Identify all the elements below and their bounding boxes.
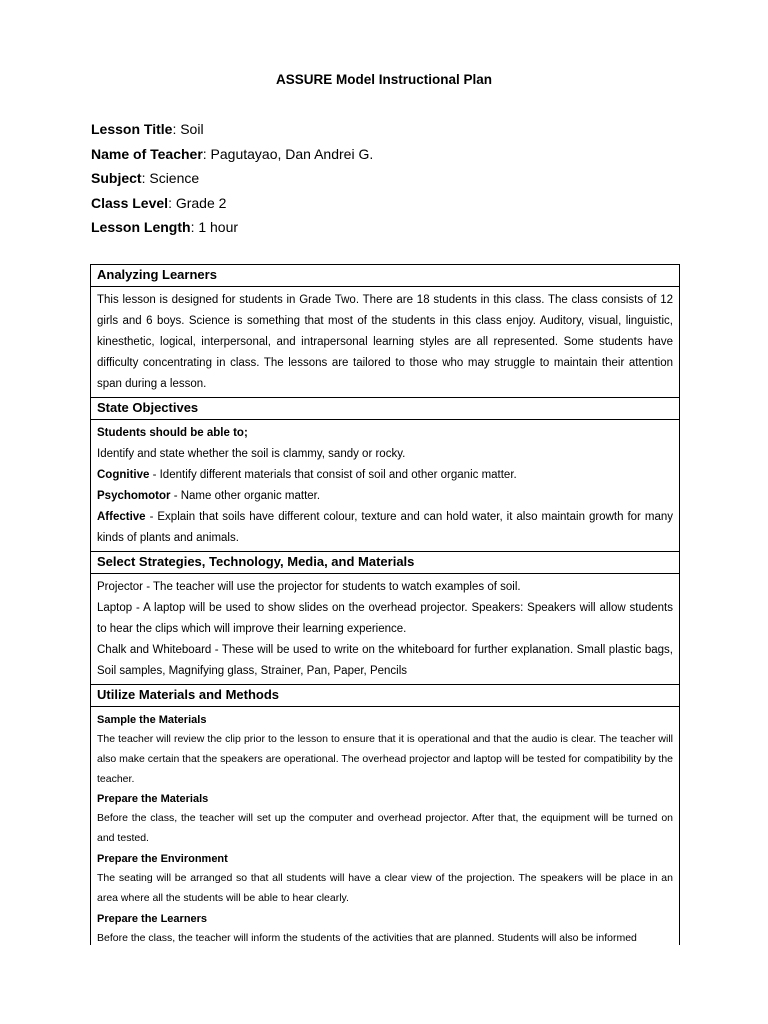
plan-table [90, 264, 680, 945]
meta-lesson-length: Lesson Length: 1 hour [91, 219, 239, 235]
document-title: ASSURE Model Instructional Plan [275, 72, 493, 87]
analyzing-learners-text: This lesson is designed for students in Grade Two. There are 18 students in this class. The class consists of 12 girls and 6 boys. Science is something that most of the students in this class enjoy. Auditory, visual, linguistic, kinesthetic, logical, interpersonal, and intrapersonal learning styles are all represented. Some students have difficulty concentrating in class. The lessons are tailored to those who may struggle to maintain their attention span during a lesson. [97, 294, 673, 390]
prepare-environment-text: The seating will be arranged so that all students will have a clear view of the projection. The speakers will be place in an area where all the students will be able to hear clearly. [97, 871, 673, 904]
strategy-laptop: Laptop - A laptop will be used to show slides on the overhead projector. Speakers: Speakers will allow students to hear the clips which will improve their learning experience. [97, 602, 673, 635]
meta-teacher: Name of Teacher: Pagutayao, Dan Andrei G. [91, 145, 374, 162]
strategy-projector: Projector - The teacher will use the projector for students to watch examples of soil. [97, 581, 521, 593]
objective-psychomotor: Psychomotor - Name other organic matter. [97, 490, 321, 502]
prepare-environment-heading: Prepare the Environment [97, 852, 228, 865]
state-objectives-heading: State Objectives [91, 397, 679, 419]
objective-affective: Affective - Explain that soils have different colour, texture and can hold water, it also maintain growth for many kinds of plants and animals. [97, 511, 673, 544]
strategies-heading: Select Strategies, Technology, Media, and Materials [91, 551, 679, 573]
analyzing-learners-cell [91, 286, 679, 397]
utilize-heading: Utilize Materials and Methods [91, 684, 679, 706]
meta-class-level: Class Level: Grade 2 [91, 194, 227, 211]
objective-cognitive: Cognitive - Identify different materials that consist of soil and other organic matter. [97, 469, 517, 481]
prepare-materials-heading: Prepare the Materials [97, 793, 209, 806]
lesson-meta [91, 118, 373, 241]
meta-subject: Subject: Science [91, 170, 200, 186]
strategy-whiteboard: Chalk and Whiteboard - These will be used to write on the whiteboard for further explanation. Small plastic bags, Soil samples, Magnifying glass, Strainer, Pan, Paper, Pencils [97, 644, 673, 677]
strategies-cell [91, 573, 679, 684]
prepare-learners-text: Before the class, the teacher will inform the students of the activities that are planned. Students will also be informed [97, 931, 637, 944]
prepare-learners-heading: Prepare the Learners [97, 912, 208, 925]
objectives-line: Identify and state whether the soil is clammy, sandy or rocky. [97, 448, 406, 460]
utilize-cell [91, 706, 679, 945]
objectives-intro: Students should be able to; [97, 427, 248, 439]
analyzing-learners-heading: Analyzing Learners [97, 267, 217, 282]
sample-materials-text: The teacher will review the clip prior to the lesson to ensure that it is operational and that the audio is clear. The teacher will also make certain that the speakers are operational. The overhead projector and laptop will be tested for compatibility by the teacher. [97, 733, 673, 785]
state-objectives-cell [91, 419, 679, 551]
meta-lesson-title: Lesson Title: Soil [91, 121, 204, 137]
prepare-materials-text: Before the class, the teacher will set up the computer and overhead projector. After that, the equipment will be turned on and tested. [97, 812, 673, 845]
sample-materials-heading: Sample the Materials [97, 714, 207, 726]
